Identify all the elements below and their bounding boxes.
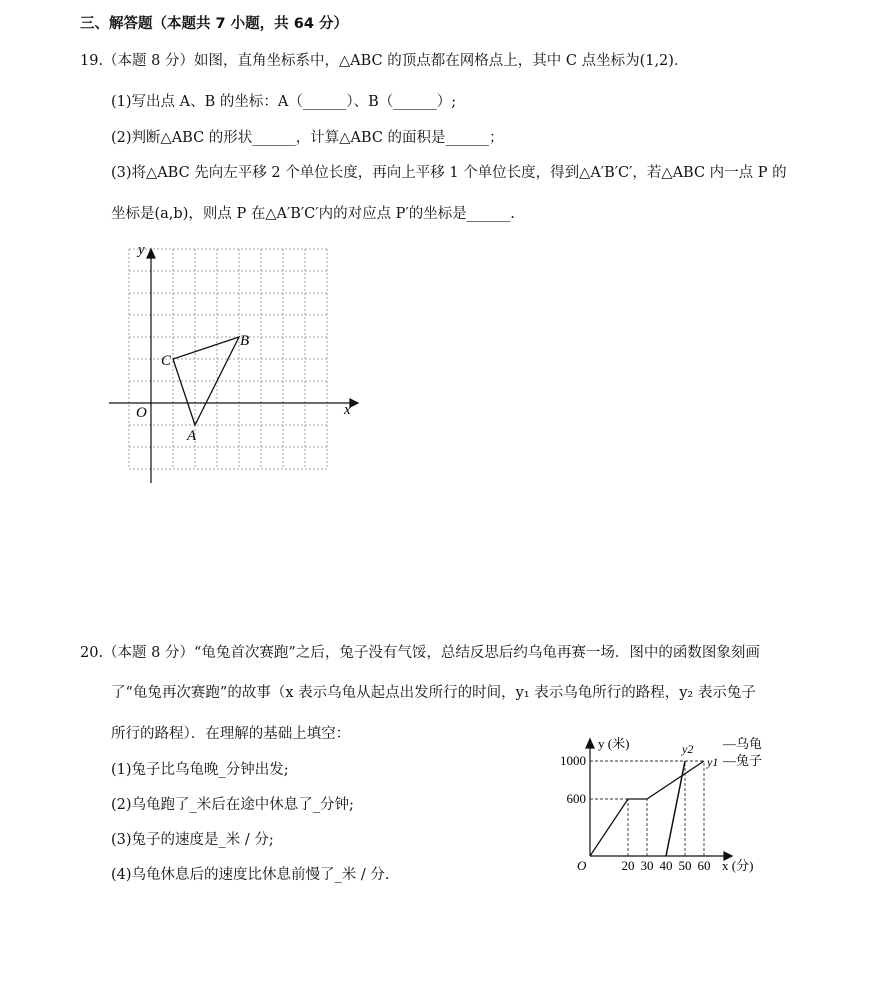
q20-x-axis-label: x (分) xyxy=(722,858,754,873)
q20-y-arrow-icon xyxy=(586,739,594,748)
q20-y-ticks xyxy=(560,753,586,806)
q20-part4: (4)乌龟休息后的速度比休息前慢了_米 / 分. xyxy=(111,867,390,883)
q20-stem-line1: 20.（本题 8 分）“龟兔首次赛跑”之后，兔子没有气馁，总结反思后约乌龟再赛一场．图中的函数图象刻画 xyxy=(80,645,760,661)
q20-legend-tortoise: —乌龟 xyxy=(723,736,763,751)
q20-label-y1: y1 xyxy=(707,755,719,769)
q20-y-tick-label: 600 xyxy=(566,791,586,806)
q20-x-tick-label: 50 xyxy=(678,858,692,873)
q19-point-a-label: A xyxy=(187,428,197,444)
q20-stem-line2: 了“龟兔再次赛跑”的故事（x 表示乌龟从起点出发所行的时间，y₁ 表示乌龟所行的路程，y₂ 表示兔子 xyxy=(111,685,756,701)
q20-x-tick-label: 20 xyxy=(621,858,635,873)
q20-y-axis-label: y (米) xyxy=(598,736,630,751)
q20-x-ticks xyxy=(622,858,711,873)
q20-x-tick-label: 40 xyxy=(659,858,673,873)
q20-part1: (1)兔子比乌龟晚_分钟出发; xyxy=(111,762,289,778)
q20-label-y2: y2 xyxy=(682,742,694,756)
q20-guide-lines xyxy=(590,761,704,856)
q19-part3-line1: (3)将△ABC 先向左平移 2 个单位长度，再向上平移 1 个单位长度，得到△A′B′C′，若△ABC 内一点 P 的 xyxy=(111,165,787,181)
q20-stem-line3: 所行的路程）．在理解的基础上填空： xyxy=(111,726,351,742)
q20-part3: (3)兔子的速度是_米 / 分; xyxy=(111,832,274,848)
q19-part2: (2)判断△ABC 的形状______，计算△ABC 的面积是______； xyxy=(111,130,504,146)
q19-origin-label: O xyxy=(136,405,147,421)
q19-point-b-label: B xyxy=(240,333,250,349)
q19-part3-line2: 坐标是(a,b)，则点 P 在△A′B′C′内的对应点 P′的坐标是______. xyxy=(111,206,515,222)
q20-part2: (2)乌龟跑了_米后在途中休息了_分钟; xyxy=(111,797,354,813)
q19-stem: 19.（本题 8 分）如图，直角坐标系中，△ABC 的顶点都在网格点上，其中 C 点坐标为(1,2)． xyxy=(80,53,689,69)
q19-y-arrow-icon xyxy=(147,249,155,258)
q20-x-tick-label: 30 xyxy=(640,858,654,873)
q20-race-graph xyxy=(548,728,788,883)
section-heading: 三、解答题（本题共 7 小题，共 64 分） xyxy=(80,16,348,32)
q19-y-label: y xyxy=(138,242,145,258)
q20-series-y2 xyxy=(666,761,685,856)
q19-x-label: x xyxy=(344,402,351,418)
q19-part1: (1)写出点 A、B 的坐标：A（______）、B（______）; xyxy=(111,94,457,110)
q19-point-c-label: C xyxy=(161,353,172,369)
q19-axes xyxy=(109,249,358,483)
q19-coordinate-figure xyxy=(100,238,370,488)
q19-x-arrow-icon xyxy=(350,399,358,407)
q20-y-tick-label: 1000 xyxy=(560,753,586,768)
q20-x-tick-label: 60 xyxy=(697,858,711,873)
q20-origin-label: O xyxy=(577,858,587,873)
q20-legend-rabbit: —兔子 xyxy=(723,753,763,768)
